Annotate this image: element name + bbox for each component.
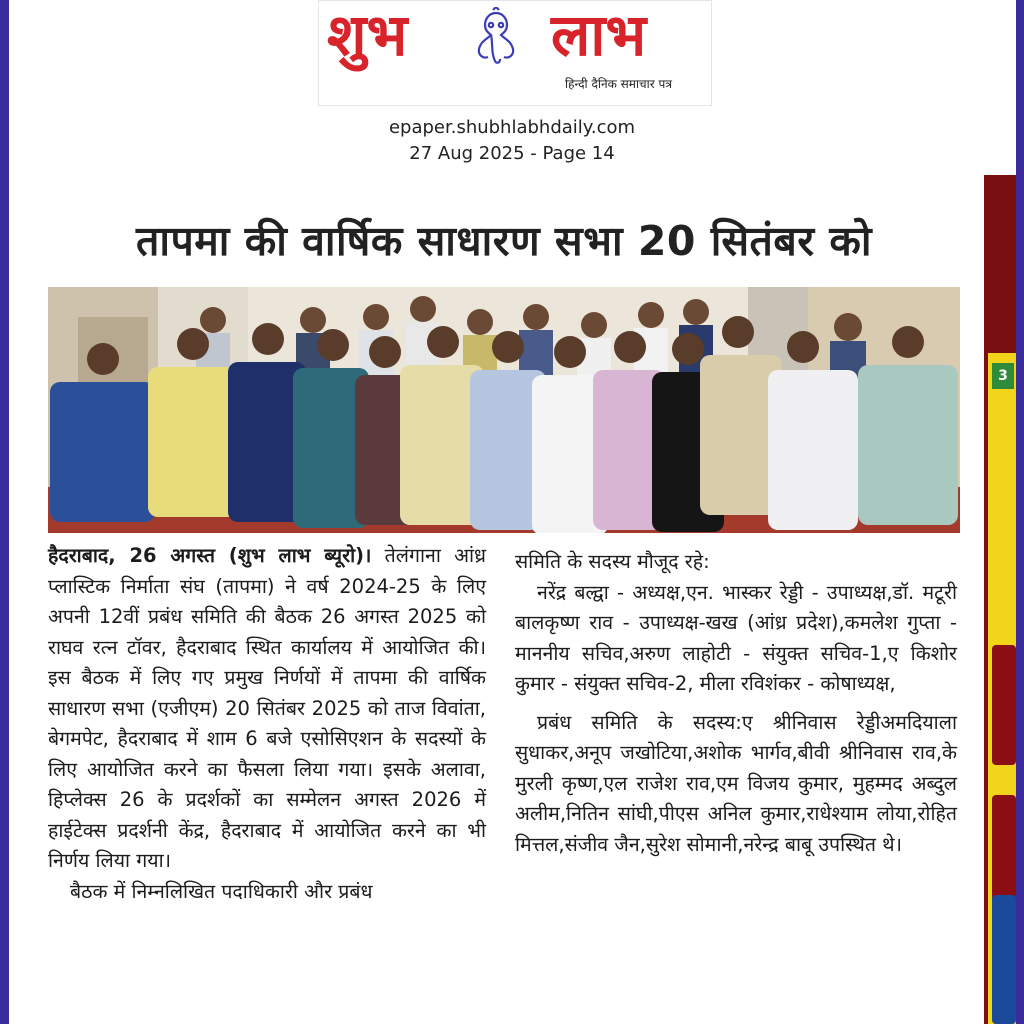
ganesha-icon xyxy=(469,7,523,67)
article-body-left-continued: बैठक में निम्नलिखित पदाधिकारी और प्रबंध xyxy=(70,879,373,903)
masthead-title-part1: शुभ xyxy=(327,1,408,69)
group-photo-illustration xyxy=(48,287,960,533)
edition-date-page: 27 Aug 2025 - Page 14 xyxy=(409,143,615,164)
article-column-left xyxy=(48,541,486,907)
newspaper-masthead xyxy=(318,0,712,106)
masthead-tagline: हिन्दी दैनिक समाचार पत्र xyxy=(565,77,672,91)
article-dateline: हैदराबाद, 26 अगस्त (शुभ लाभ ब्यूरो)। xyxy=(48,544,372,567)
article-headline: तापमा की वार्षिक साधारण सभा 20 सितंबर को xyxy=(136,217,872,265)
article-body-left: तेलंगाना आंध्र प्लास्टिक निर्माता संघ (तापमा) ने वर्ष 2024-25 के लिए अपनी 12वीं प्रबंध समिति की बैठक 26 अगस्त 2025 को राघव रत्न टॉवर, हैदराबाद स्थित कार्यालय में आयोजित की। इस बैठक में लिए गए प्रमुख निर्णयों में तापमा की वार्षिक साधारण सभा (एजीएम) 20 सितंबर 2025 को ताज विवांता, बेगमपेट, हैदराबाद में शाम 6 बजे एसोसिएशन के सदस्यों के लिए आयोजित करने का फैसला लिया गया। इसके अलावा, हिप्लेक्स 26 के प्रदर्शकों का सम्मेलन अगस्त 2026 में हाईटेक्स प्रदर्शनी केंद्र, हैदराबाद में आयोजित करने का भी निर्णय लिया गया। xyxy=(48,544,487,872)
article-column-right xyxy=(515,547,957,860)
masthead-title-part2: लाभ xyxy=(551,1,647,69)
officers-list: नरेंद्र बल्द्वा - अध्यक्ष,एन. भास्कर रेड्डी - उपाध्यक्ष,डॉ. मटूरी बालकृष्ण राव - उपाध्यक्ष-खख (आंध्र प्रदेश),कमलेश गुप्ता - माननीय सचिव,अरुण लाहोटी - संयुक्त सचिव-1,ए किशोर कुमार - संयुक्त सचिव-2, मीला रविशंकर - कोषाध्यक्ष, xyxy=(515,580,957,695)
article-body-right-intro: समिति के सदस्य मौजूद रहे: xyxy=(515,550,710,573)
committee-members-list: प्रबंध समिति के सदस्य:ए श्रीनिवास रेड्डीअमदियाला सुधाकर,अनूप जखोटिया,अशोक भार्गव,बीवी श्रीनिवास राव,के मुरली कृष्ण,एल राजेश राव,एम विजय कुमार, मुहम्मद अब्दुल अलीम,नितिन सांघी,पीएस अनिल कुमार,राधेश्याम लोया,रोहित मित्तल,संजीव जैन,सुरेश सोमानी,नरेन्द्र बाबू उपस्थित थे। xyxy=(515,710,957,856)
group-photo xyxy=(48,287,960,533)
adjacent-page-strip xyxy=(984,175,1016,1024)
side-badge: 3 xyxy=(992,363,1014,389)
epaper-url: epaper.shubhlabhdaily.com xyxy=(388,117,636,138)
